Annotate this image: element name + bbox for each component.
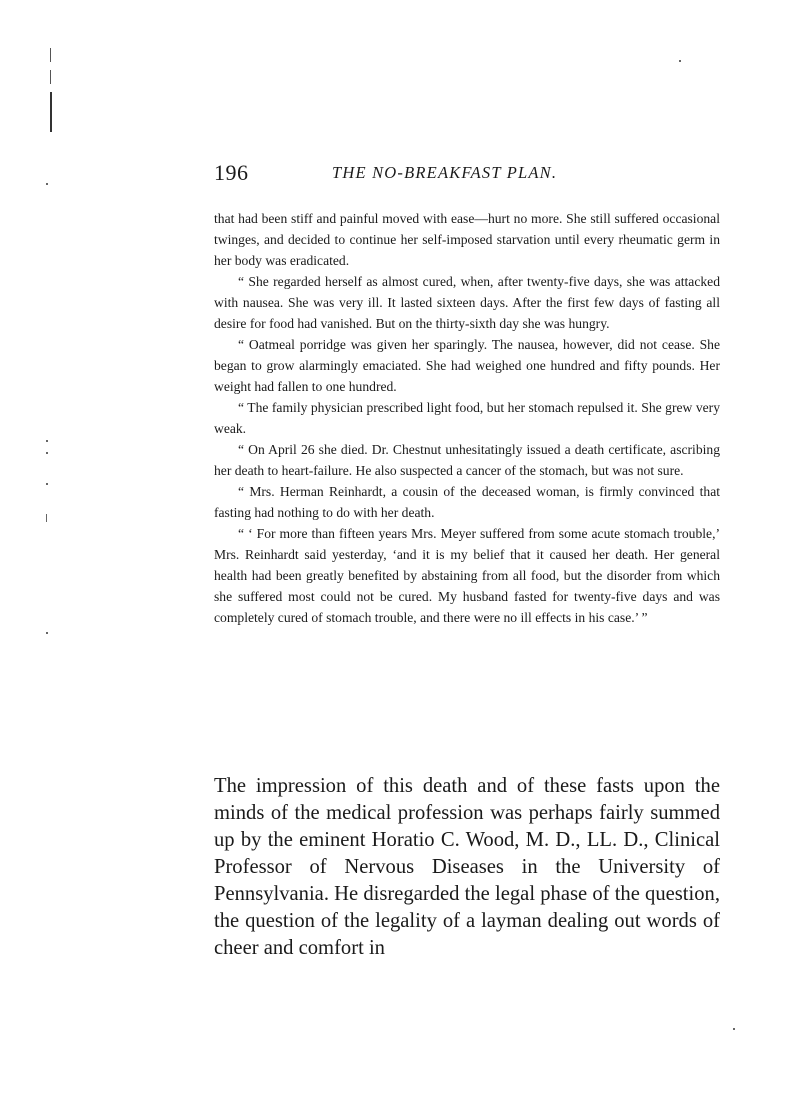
scan-edge-mark [50, 48, 51, 62]
scan-dot [46, 183, 48, 185]
page-number: 196 [214, 160, 249, 185]
scan-dot [46, 514, 47, 522]
quoted-paragraph: “ Mrs. Herman Reinhardt, a cousin of the deceased woman, is firmly convinced that fasting had nothing to do with her death. [214, 484, 720, 520]
scan-dot [46, 632, 48, 634]
quoted-article [214, 208, 720, 628]
quoted-paragraph: “ Oatmeal porridge was given her sparingly. The nausea, however, did not cease. She began to grow alarmingly emaciated. She had weighed one hundred and fifty pounds. Her weight had fallen to one hundred. [214, 337, 720, 394]
scan-dot [733, 1028, 735, 1030]
body-paragraph: The impression of this death and of these fasts upon the minds of the medical profession was perhaps fairly summed up by the eminent Horatio C. Wood, M. D., LL. D., Clinical Professor of Nervous Diseases in the University of Pennsylvania. He disregarded the legal phase of the question, the question of the legality of a layman dealing out words of cheer and comfort in [214, 775, 720, 959]
running-head [214, 160, 724, 190]
quoted-paragraph: “ She regarded herself as almost cured, when, after twenty-five days, she was attacked with nausea. She was very ill. It lasted sixteen days. After the first few days of fasting all desire for food had vanished. But on the thirty-sixth day she was hungry. [214, 274, 720, 331]
scan-edge-mark [50, 70, 51, 84]
quoted-paragraph: that had been stiff and painful moved with ease—hurt no more. She still suffered occasional twinges, and decided to continue her self-imposed starvation until every rheumatic germ in her body was eradicated. [214, 211, 720, 268]
scan-dot [46, 440, 48, 442]
quoted-paragraph: “ The family physician prescribed light food, but her stomach repulsed it. She grew very weak. [214, 400, 720, 436]
scan-dot [46, 483, 48, 485]
scan-dot [46, 452, 48, 454]
quoted-paragraph: “ ‘ For more than fifteen years Mrs. Meyer suffered from some acute stomach trouble,’ Mrs. Reinhardt said yesterday, ‘and it is my belief that it caused her death. Her general health had been greatly benefited by abstaining from all food, but the disorder from which she suffered most could not be cured. My husband fasted for twenty-five days and was completely cured of stomach trouble, and there were no ill effects in his case.’ ” [214, 526, 720, 625]
quoted-paragraph: “ On April 26 she died. Dr. Chestnut unhesitatingly issued a death certificate, ascribing her death to heart-failure. He also suspected a cancer of the stomach, but was not sure. [214, 442, 720, 478]
scan-dot [679, 60, 681, 62]
scan-edge-mark [50, 92, 52, 132]
running-title: THE NO-BREAKFAST PLAN. [332, 163, 558, 182]
body-text [214, 773, 720, 962]
